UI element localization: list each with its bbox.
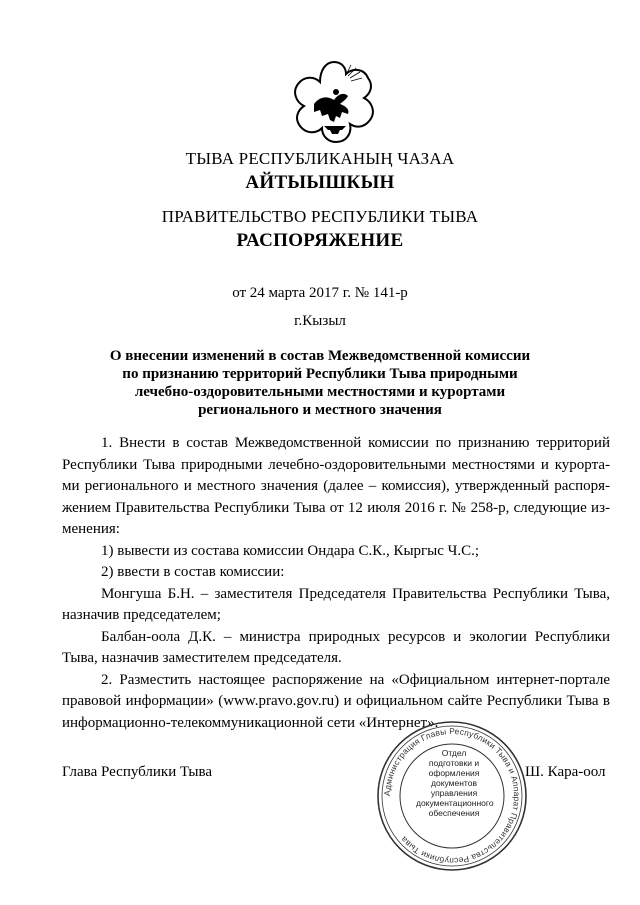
title-line: регионального и местного значения — [198, 402, 442, 418]
tuvan-government-title: ТЫВА РЕСПУБЛИКАНЫҢ ЧАЗАА — [185, 149, 455, 168]
signatory-position: Глава Республики Тыва — [62, 764, 213, 780]
document-body — [62, 433, 610, 734]
paragraph-1-line: менения: — [62, 521, 120, 537]
paragraph-1-line: ми регионального и местного значения (далее – комиссия), утвержденный распоря- — [62, 478, 610, 494]
title-line: по признанию территорий Республики Тыва природными — [122, 366, 518, 382]
tuvan-document-type: АЙТЫЫШКЫН — [245, 172, 395, 193]
stamp-line: обеспечения — [428, 808, 480, 818]
list-item-1: 1) вывести из состава комиссии Ондара С.К., Кыргыс Ч.С.; — [101, 542, 480, 559]
document-title — [60, 347, 580, 419]
member-2-line: Тыва, назначив заместителем председателя. — [62, 650, 342, 666]
stamp-line: Отдел — [441, 748, 467, 758]
paragraph-2-line: информационно-телекоммуникационной сети «Интернет». — [62, 714, 439, 731]
list-item-2: 2) ввести в состав комиссии: — [101, 564, 285, 580]
title-line: лечебно-оздоровительными местностями и курортами — [134, 384, 506, 400]
stamp-center-text — [416, 748, 492, 818]
member-1-line: назначив председателем; — [62, 607, 221, 623]
stamp-line: управления — [430, 788, 478, 798]
russian-government-title: ПРАВИТЕЛЬСТВО РЕСПУБЛИКИ ТЫВА — [161, 207, 479, 226]
member-1-line: Монгуша Б.Н. – заместителя Председателя Правительства Республики Тыва, — [101, 585, 610, 602]
russian-document-type: РАСПОРЯЖЕНИЕ — [236, 230, 404, 251]
stamp-line: документационного — [416, 798, 494, 808]
paragraph-2-line: правовой информации» (www.pravo.gov.ru) и официальном сайте Республики Тыва в — [62, 693, 610, 709]
paragraph-2-line: 2. Разместить настоящее распоряжение на «Официальном интернет-портале — [101, 671, 610, 688]
stamp-line: подготовки и — [428, 758, 480, 768]
stamp-line: оформления документов — [428, 768, 480, 788]
paragraph-1-line: 1. Внести в состав Межведомственной комиссии по признанию территорий — [101, 435, 610, 451]
paragraph-1-line: жением Правительства Республики Тыва от 12 июля 2016 г. № 258-р, следующие из- — [62, 499, 610, 516]
stamp-ring-text: Администрация Главы Республики Тыва и Аппарат Правительства Республики Тыва — [381, 725, 523, 867]
coat-of-arms-emblem — [284, 56, 384, 148]
signatory-name: Ш. Кара-оол — [525, 764, 606, 780]
member-2-line: Балбан-оола Д.К. – министра природных ресурсов и экологии Республики — [101, 628, 610, 645]
title-line: О внесении изменений в состав Межведомственной комиссии — [109, 348, 531, 364]
document-city: г.Кызыл — [294, 313, 346, 329]
document-date-number: от 24 марта 2017 г. № 141-р — [232, 285, 408, 301]
paragraph-1-line: Республики Тыва природными лечебно-оздоровительными местностями и курорта- — [62, 456, 610, 473]
